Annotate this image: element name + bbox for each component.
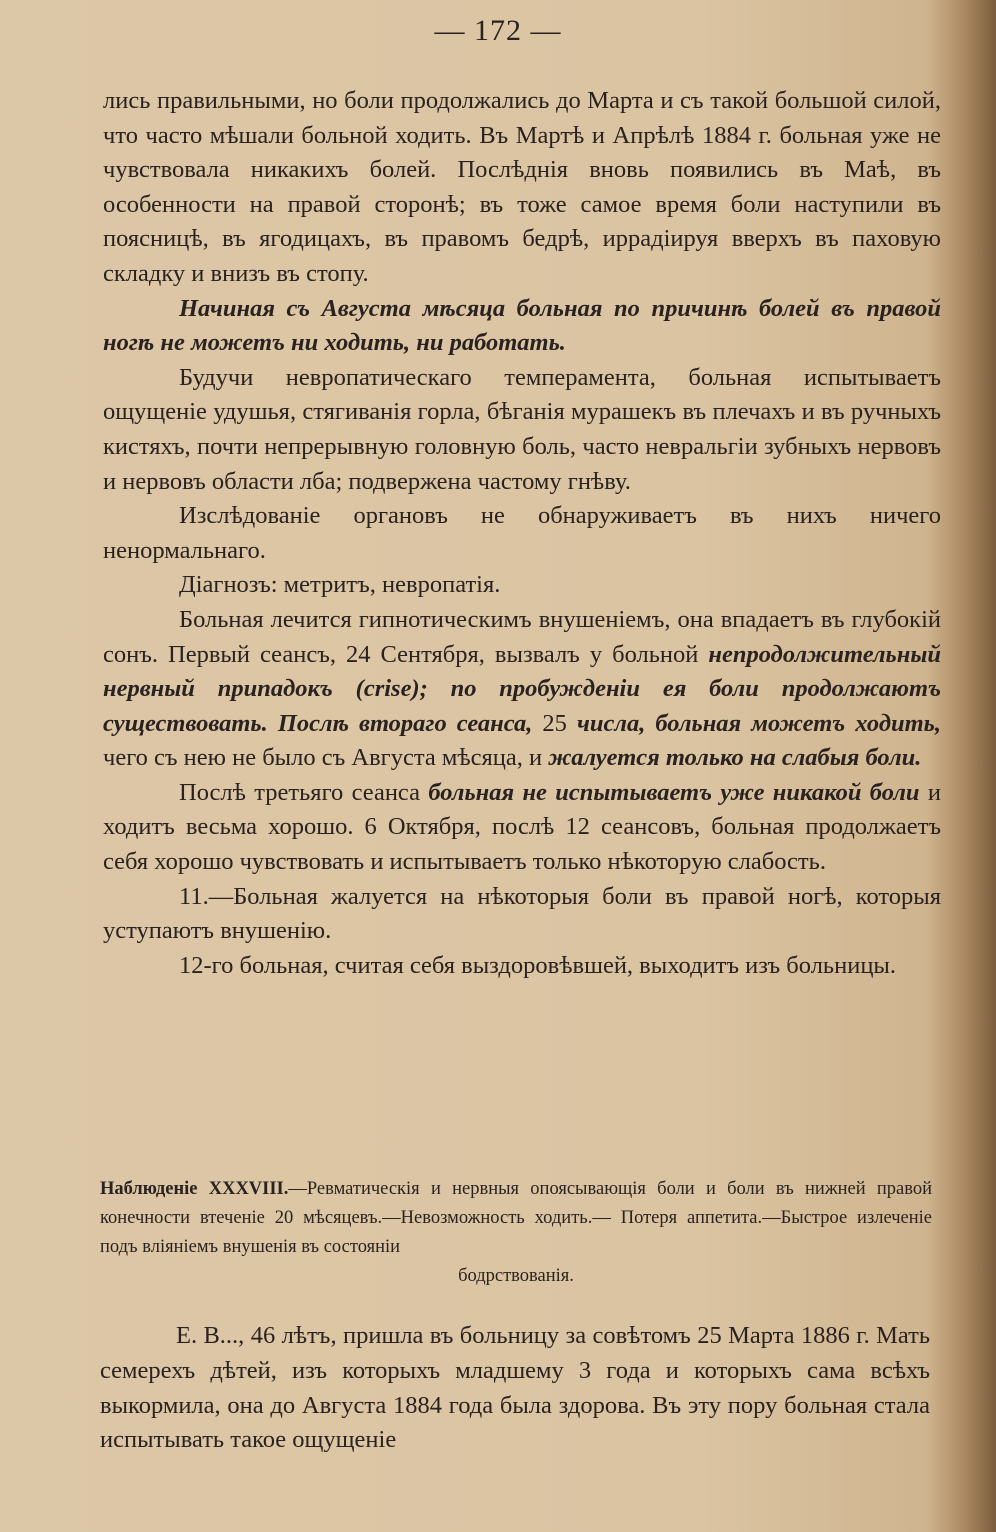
- text-run: и ходитъ весьма хорошо. 6 Октября, послѣ 12 сеансовъ, больная продолжаетъ себя хорошо чувствовать и испытываетъ только нѣкоторую слабость.: [103, 778, 941, 876]
- text-run: Больная лечится гипнотическимъ внушеніемъ, она впадаетъ въ глубокій сонъ. Первый сеансъ, 24 Сентября, вызвалъ у больной: [103, 605, 941, 668]
- italic-text: больная не испытываетъ уже никакой боли: [428, 778, 920, 806]
- italic-text: непродолжительный нервный припадокъ (crise); по пробужденіи ея боли продолжаютъ существовать. Послѣ втораго сеанса,: [103, 640, 941, 737]
- paragraph-6: [103, 603, 941, 776]
- main-text: [103, 84, 941, 983]
- paragraph-8: 11.—Больная жалуется на нѣкоторыя боли въ правой ногѣ, которыя уступаютъ внушенію.: [103, 882, 941, 945]
- paragraph-7: [103, 776, 941, 880]
- observation-heading: Наблюденіе XXXVIII.: [100, 1179, 289, 1199]
- observation-last-line: бодрствованія.: [458, 1266, 574, 1286]
- observation-summary: —Ревматическія и нервныя опоясывающія боли и боли въ нижней правой конечности втеченіе 20 мѣсяцевъ.—Невозможность ходить.— Потеря аппетита.—Быстрое излеченіе подъ вліяніемъ внушенія въ состояніи: [100, 1179, 932, 1257]
- italic-text: Начиная съ Августа мѣсяца больная по причинѣ болей въ правой ногѣ не можетъ ни ходить, ни работать.: [103, 294, 941, 357]
- lower-text: [100, 1319, 930, 1458]
- paragraph-1: лись правильными, но боли продолжались до Марта и съ такой большой силой, что часто мѣшали больной ходить. Въ Мартѣ и Апрѣлѣ 1884 г. больная уже не чувствовала никакихъ болей. Послѣднія вновь появились въ Маѣ, въ особенности на правой сторонѣ; въ тоже самое время боли наступили въ поясницѣ, въ ягодицахъ, въ правомъ бедрѣ, иррадіируя вверхъ въ паховую складку и внизъ въ стопу.: [103, 87, 941, 287]
- paragraph-2: [103, 292, 941, 361]
- paragraph-9: 12-го больная, считая себя выздоровѣвшей, выходитъ изъ больницы.: [179, 951, 897, 979]
- text-run: Послѣ третьяго сеанса: [179, 778, 429, 806]
- paragraph-4: Изслѣдованіе органовъ не обнаруживаетъ въ нихъ ничего ненормальнаго.: [103, 502, 941, 564]
- text-run: чего съ нею не было съ Августа мѣсяца, и: [103, 744, 549, 772]
- paragraph-5: Діагнозъ: метритъ, невропатія.: [179, 571, 501, 599]
- observation-heading-block: [100, 1175, 932, 1291]
- page-number: — 172 —: [434, 14, 562, 47]
- italic-text: числа, больная можетъ ходить,: [577, 709, 941, 737]
- italic-text: жалуется только на слабыя боли.: [548, 744, 922, 772]
- case-paragraph: Е. В..., 46 лѣтъ, пришла въ больницу за совѣтомъ 25 Марта 1886 г. Мать семерехъ дѣтей, изъ которыхъ младшему 3 года и которыхъ сама всѣхъ выкормила, она до Августа 1884 года была здорова. Въ эту пору больная стала испытывать такое ощущеніе: [100, 1322, 930, 1454]
- text-run: 25: [532, 709, 578, 737]
- paragraph-3: Будучи невропатическаго темперамента, больная испытываетъ ощущеніе удушья, стягиванія горла, бѣганія мурашекъ въ плечахъ и въ ручныхъ кистяхъ, почти непрерывную головную боль, часто невральгіи зубныхъ нервовъ и нервовъ области лба; подвержена частому гнѣву.: [103, 363, 941, 495]
